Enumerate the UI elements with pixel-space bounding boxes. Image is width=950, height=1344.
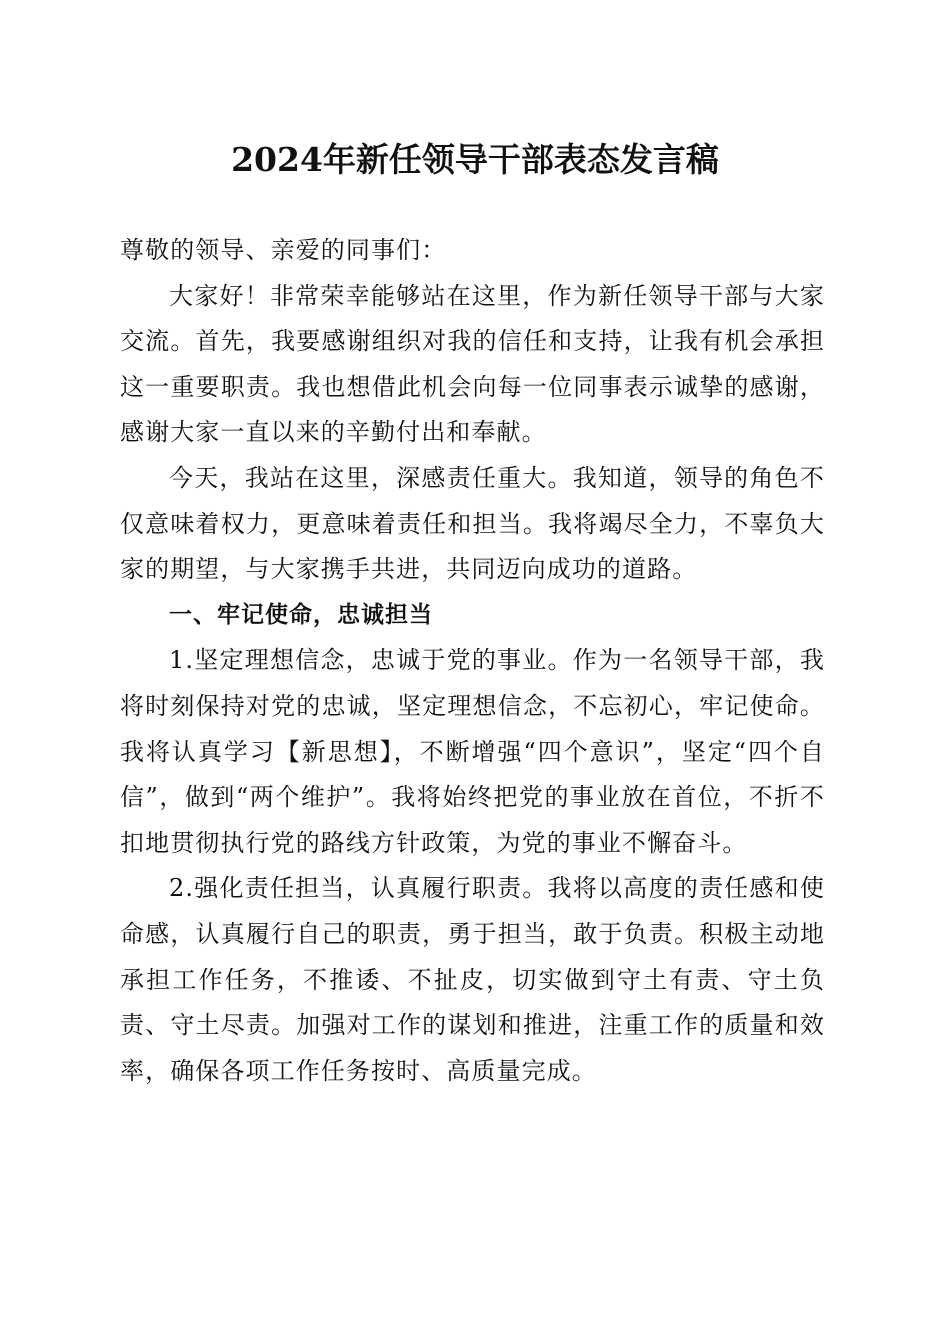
section-heading: 一、牢记使命，忠诚担当 (169, 601, 433, 628)
item-1: 1.坚定理想信念，忠诚于党的事业。作为一名领导干部，我将时刻保持对党的忠诚，坚定理想信念，不忘初心，牢记使命。我将认真学习【新思想】，不断增强“四个意识”，坚定“四个自信”，做到“两个维护”。我将始终把党的事业放在首位，不折不扣地贯彻执行党的路线方针政策，为党的事业不懈奋斗。 (120, 646, 825, 857)
salutation: 尊敬的领导、亲爱的同事们： (120, 236, 447, 264)
paragraph-greeting: 大家好！非常荣幸能够站在这里，作为新任领导干部与大家交流。首先，我要感谢组织对我的信任和支持，让我有机会承担这一重要职责。我也想借此机会向每一位同事表示诚挚的感谢，感谢大家一直以来的辛勤付出和奉献。 (120, 281, 825, 447)
document-title: 2024年新任领导干部表态发言稿 (231, 140, 719, 179)
item-2: 2.强化责任担当，认真履行职责。我将以高度的责任感和使命感，认真履行自己的职责，勇于担当，敢于负责。积极主动地承担工作任务，不推诿、不扯皮，切实做到守土有责、守土负责、守土尽责。加强对工作的谋划和推进，注重工作的质量和效率，确保各项工作任务按时、高质量完成。 (120, 874, 825, 1085)
document-body (120, 228, 825, 1094)
paragraph-responsibility: 今天，我站在这里，深感责任重大。我知道，领导的角色不仅意味着权力，更意味着责任和担当。我将竭尽全力，不辜负大家的期望，与大家携手共进，共同迈向成功的道路。 (120, 463, 825, 584)
